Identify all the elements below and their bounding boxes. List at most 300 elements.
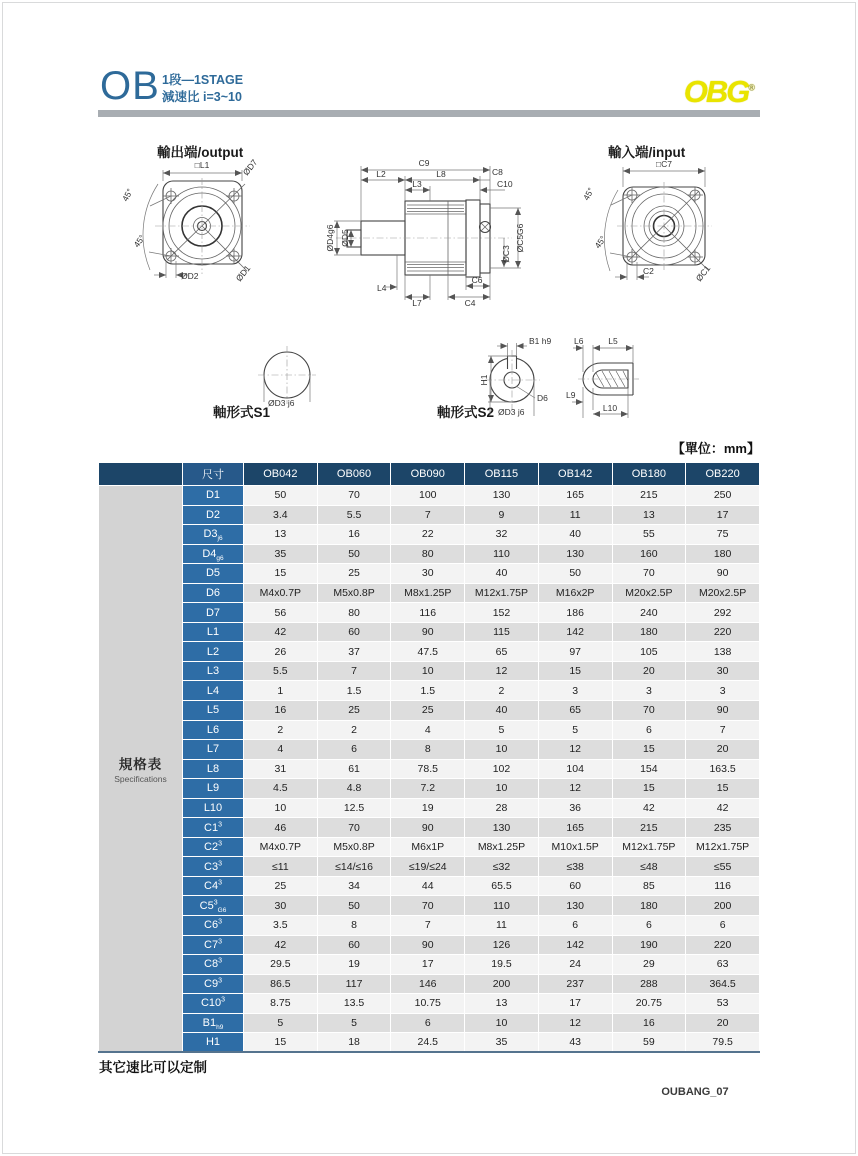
dim-c4: C4 bbox=[464, 298, 476, 308]
table-cell: 15 bbox=[686, 779, 760, 799]
side-label-zh: 規格表 bbox=[118, 757, 163, 773]
table-row bbox=[99, 661, 760, 681]
technical-drawings bbox=[0, 140, 858, 435]
dim-d3-s1: ØD3 j6 bbox=[268, 398, 295, 408]
output-view-title: 輸出端/output bbox=[157, 145, 244, 160]
table-cell: 7 bbox=[391, 505, 465, 525]
table-cell: 97 bbox=[538, 642, 612, 662]
row-label: D6 bbox=[183, 583, 244, 603]
table-cell: M5x0.8P bbox=[317, 583, 391, 603]
table-cell: 90 bbox=[391, 935, 465, 955]
table-cell: 105 bbox=[612, 642, 686, 662]
row-label: $C4^3$ bbox=[183, 876, 244, 896]
table-cell: 42 bbox=[244, 622, 318, 642]
table-cell: 4.5 bbox=[244, 779, 318, 799]
table-cell: 2 bbox=[317, 720, 391, 740]
table-row bbox=[99, 857, 760, 877]
table-cell: 292 bbox=[686, 603, 760, 623]
table-cell: 7.2 bbox=[391, 779, 465, 799]
table-cell: 20 bbox=[686, 1013, 760, 1033]
table-cell: 3 bbox=[612, 681, 686, 701]
table-cell: 90 bbox=[391, 622, 465, 642]
dim-d5: ØD5 bbox=[340, 229, 350, 247]
table-cell: 220 bbox=[686, 622, 760, 642]
section-view-drawing bbox=[325, 158, 525, 308]
table-cell: 5 bbox=[465, 720, 539, 740]
table-cell: 110 bbox=[465, 896, 539, 916]
brand-logo bbox=[684, 74, 755, 110]
table-cell: 15 bbox=[538, 661, 612, 681]
row-label: $C5^3_{G6}$ bbox=[183, 896, 244, 916]
table-cell: 6 bbox=[612, 916, 686, 936]
table-cell: 186 bbox=[538, 603, 612, 623]
table-cell: 17 bbox=[686, 505, 760, 525]
table-cell: 7 bbox=[317, 661, 391, 681]
table-cell: 65 bbox=[538, 701, 612, 721]
row-label: $D4_{g6}$ bbox=[183, 544, 244, 564]
table-row bbox=[99, 564, 760, 584]
row-label: L10 bbox=[183, 798, 244, 818]
table-cell: 8 bbox=[317, 916, 391, 936]
header-rule bbox=[98, 110, 760, 117]
table-cell: 86.5 bbox=[244, 974, 318, 994]
table-cell: 60 bbox=[317, 622, 391, 642]
table-cell: 142 bbox=[538, 935, 612, 955]
table-cell: 15 bbox=[244, 564, 318, 584]
input-flange-drawing bbox=[581, 159, 713, 283]
table-row bbox=[99, 740, 760, 760]
table-cell: ≤48 bbox=[612, 857, 686, 877]
table-cell: 19.5 bbox=[465, 955, 539, 975]
table-cell: 70 bbox=[317, 818, 391, 838]
table-cell: 364.5 bbox=[686, 974, 760, 994]
table-cell: 6 bbox=[391, 1013, 465, 1033]
row-label: $C10^3$ bbox=[183, 994, 244, 1014]
table-row bbox=[99, 779, 760, 799]
table-row bbox=[99, 603, 760, 623]
row-label: H1 bbox=[183, 1033, 244, 1053]
table-cell: 10.75 bbox=[391, 994, 465, 1014]
table-cell: 50 bbox=[317, 544, 391, 564]
table-cell: 42 bbox=[244, 935, 318, 955]
dim-l1: □L1 bbox=[194, 160, 210, 170]
table-cell: 35 bbox=[465, 1033, 539, 1053]
table-cell: 3.5 bbox=[244, 916, 318, 936]
brand-logo-text: OBG bbox=[683, 74, 749, 109]
dim-c10: C10 bbox=[497, 179, 513, 189]
table-row bbox=[99, 896, 760, 916]
row-label: $C3^3$ bbox=[183, 857, 244, 877]
table-cell: 235 bbox=[686, 818, 760, 838]
table-cell: 56 bbox=[244, 603, 318, 623]
table-row bbox=[99, 798, 760, 818]
table-cell: 19 bbox=[391, 798, 465, 818]
table-cell: 1.5 bbox=[391, 681, 465, 701]
table-cell: 180 bbox=[686, 544, 760, 564]
table-cell: ≤14/≤16 bbox=[317, 857, 391, 877]
table-cell: 78.5 bbox=[391, 759, 465, 779]
column-header-model: OB090 bbox=[391, 463, 465, 486]
column-header-model: OB042 bbox=[244, 463, 318, 486]
dim-c8: C8 bbox=[492, 167, 503, 177]
table-cell: 29 bbox=[612, 955, 686, 975]
output-flange-drawing bbox=[120, 157, 260, 283]
table-row bbox=[99, 935, 760, 955]
table-row bbox=[99, 486, 760, 506]
row-label: $C7^3$ bbox=[183, 935, 244, 955]
table-cell: 70 bbox=[317, 486, 391, 506]
table-cell: 138 bbox=[686, 642, 760, 662]
table-cell: 85 bbox=[612, 876, 686, 896]
row-label: $C6^3$ bbox=[183, 916, 244, 936]
table-cell: 60 bbox=[317, 935, 391, 955]
table-cell: 12 bbox=[538, 740, 612, 760]
table-cell: 30 bbox=[686, 661, 760, 681]
table-cell: 70 bbox=[612, 701, 686, 721]
dim-c2: C2 bbox=[643, 266, 654, 276]
dim-c6: C6 bbox=[471, 275, 483, 285]
unit-note: 【單位：mm】 bbox=[671, 441, 760, 456]
row-label: D7 bbox=[183, 603, 244, 623]
side-label-en: Specifications bbox=[114, 774, 167, 785]
dim-l6: L6 bbox=[574, 336, 584, 346]
dim-d3-s2: ØD3 j6 bbox=[498, 407, 525, 417]
table-cell: 11 bbox=[538, 505, 612, 525]
table-cell: 6 bbox=[612, 720, 686, 740]
table-cell: 24 bbox=[538, 955, 612, 975]
table-row bbox=[99, 544, 760, 564]
table-cell: 47.5 bbox=[391, 642, 465, 662]
table-cell: 20 bbox=[686, 740, 760, 760]
table-cell: 163.5 bbox=[686, 759, 760, 779]
table-row bbox=[99, 622, 760, 642]
dim-c7: □C7 bbox=[656, 159, 672, 169]
row-label: D5 bbox=[183, 564, 244, 584]
table-cell: 60 bbox=[538, 876, 612, 896]
dim-d6: D6 bbox=[537, 393, 548, 403]
shaft-s1-drawing bbox=[258, 346, 316, 408]
table-cell: M4x0.7P bbox=[244, 837, 318, 857]
table-cell: 5 bbox=[244, 1013, 318, 1033]
table-cell: ≤32 bbox=[465, 857, 539, 877]
table-cell: 17 bbox=[538, 994, 612, 1014]
dim-c3: ØC3 bbox=[501, 245, 511, 263]
table-cell: 12.5 bbox=[317, 798, 391, 818]
table-cell: 4 bbox=[391, 720, 465, 740]
table-cell: 37 bbox=[317, 642, 391, 662]
table-cell: 59 bbox=[612, 1033, 686, 1053]
row-label: $C2^3$ bbox=[183, 837, 244, 857]
table-row bbox=[99, 525, 760, 545]
table-cell: 146 bbox=[391, 974, 465, 994]
table-cell: 15 bbox=[244, 1033, 318, 1053]
table-cell: 80 bbox=[391, 544, 465, 564]
row-label: L4 bbox=[183, 681, 244, 701]
table-cell: 250 bbox=[686, 486, 760, 506]
table-cell: 44 bbox=[391, 876, 465, 896]
table-cell: ≤38 bbox=[538, 857, 612, 877]
table-row bbox=[99, 759, 760, 779]
table-cell: 16 bbox=[244, 701, 318, 721]
row-label: $B1_{h9}$ bbox=[183, 1013, 244, 1033]
row-label: D2 bbox=[183, 505, 244, 525]
table-cell: 200 bbox=[465, 974, 539, 994]
table-cell: 55 bbox=[612, 525, 686, 545]
table-cell: 13.5 bbox=[317, 994, 391, 1014]
dim-d1: ØD1 bbox=[233, 263, 253, 284]
column-header-model: OB060 bbox=[317, 463, 391, 486]
table-cell: M20x2.5P bbox=[686, 583, 760, 603]
table-cell: 240 bbox=[612, 603, 686, 623]
table-cell: 50 bbox=[244, 486, 318, 506]
table-cell: 5 bbox=[317, 1013, 391, 1033]
table-cell: 116 bbox=[686, 876, 760, 896]
table-cell: 190 bbox=[612, 935, 686, 955]
table-cell: 6 bbox=[317, 740, 391, 760]
table-cell: 130 bbox=[465, 486, 539, 506]
table-cell: 7 bbox=[686, 720, 760, 740]
table-cell: 104 bbox=[538, 759, 612, 779]
dim-l8: L8 bbox=[436, 169, 446, 179]
table-cell: 28 bbox=[465, 798, 539, 818]
table-cell: 29.5 bbox=[244, 955, 318, 975]
table-cell: 65.5 bbox=[465, 876, 539, 896]
table-cell: 9 bbox=[465, 505, 539, 525]
table-cell: 8.75 bbox=[244, 994, 318, 1014]
table-cell: 154 bbox=[612, 759, 686, 779]
table-cell: 13 bbox=[244, 525, 318, 545]
corner-cell bbox=[99, 463, 183, 486]
table-row bbox=[99, 974, 760, 994]
table-cell: M8x1.25P bbox=[465, 837, 539, 857]
dim-l5: L5 bbox=[608, 336, 618, 346]
table-cell: 10 bbox=[465, 779, 539, 799]
table-cell: 19 bbox=[317, 955, 391, 975]
table-cell: 237 bbox=[538, 974, 612, 994]
table-cell: 25 bbox=[244, 876, 318, 896]
table-cell: 79.5 bbox=[686, 1033, 760, 1053]
table-cell: 4.8 bbox=[317, 779, 391, 799]
table-cell: 20 bbox=[612, 661, 686, 681]
dim-l9: L9 bbox=[566, 390, 576, 400]
table-cell: 40 bbox=[465, 564, 539, 584]
table-cell: 12 bbox=[465, 661, 539, 681]
table-cell: M6x1P bbox=[391, 837, 465, 857]
table-cell: 2 bbox=[244, 720, 318, 740]
table-cell: M20x2.5P bbox=[612, 583, 686, 603]
dim-45-a: 45° bbox=[119, 186, 135, 203]
table-row bbox=[99, 955, 760, 975]
dim-h1: H1 bbox=[479, 374, 489, 386]
table-cell: 3 bbox=[538, 681, 612, 701]
shaft-s2-title: 軸形式S2 bbox=[437, 405, 495, 420]
table-cell: 32 bbox=[465, 525, 539, 545]
series-title: OB bbox=[100, 64, 160, 108]
row-label: $C1^3$ bbox=[183, 818, 244, 838]
table-cell: 11 bbox=[465, 916, 539, 936]
table-cell: 25 bbox=[317, 701, 391, 721]
table-cell: 16 bbox=[612, 1013, 686, 1033]
dim-45-b: 45° bbox=[131, 232, 148, 250]
table-cell: 65 bbox=[465, 642, 539, 662]
shaft-s2-drawing bbox=[479, 336, 640, 418]
dim-45-b: 45° bbox=[592, 233, 609, 251]
table-cell: 126 bbox=[465, 935, 539, 955]
dim-l4: L4 bbox=[377, 283, 387, 293]
table-cell: ≤55 bbox=[686, 857, 760, 877]
series-subtitle bbox=[162, 72, 243, 106]
table-cell: 18 bbox=[317, 1033, 391, 1053]
table-cell: 40 bbox=[465, 701, 539, 721]
table-cell: 215 bbox=[612, 486, 686, 506]
table-cell: 34 bbox=[317, 876, 391, 896]
spec-table bbox=[98, 462, 760, 1053]
column-header-size: 尺寸 bbox=[183, 463, 244, 486]
table-cell: M5x0.8P bbox=[317, 837, 391, 857]
table-cell: 42 bbox=[612, 798, 686, 818]
column-header-model: OB142 bbox=[538, 463, 612, 486]
dim-c5: ØC5G6 bbox=[515, 223, 525, 253]
table-row bbox=[99, 1033, 760, 1053]
table-cell: 10 bbox=[465, 740, 539, 760]
table-cell: 10 bbox=[244, 798, 318, 818]
dim-l7: L7 bbox=[412, 298, 422, 308]
table-cell: 6 bbox=[538, 916, 612, 936]
table-cell: ≤19/≤24 bbox=[391, 857, 465, 877]
table-cell: M8x1.25P bbox=[391, 583, 465, 603]
row-label: L8 bbox=[183, 759, 244, 779]
table-cell: 90 bbox=[391, 818, 465, 838]
table-cell: M12x1.75P bbox=[465, 583, 539, 603]
dim-d2: ØD2 bbox=[181, 271, 199, 281]
table-cell: M12x1.75P bbox=[686, 837, 760, 857]
table-row bbox=[99, 642, 760, 662]
dim-d4: ØD4g6 bbox=[325, 224, 335, 252]
table-cell: 180 bbox=[612, 622, 686, 642]
footnote: 其它速比可以定制 bbox=[99, 1060, 207, 1075]
stage-label: 1段—1STAGE bbox=[162, 73, 244, 87]
table-cell: 50 bbox=[317, 896, 391, 916]
side-label-cell bbox=[99, 486, 183, 1053]
table-cell: 50 bbox=[538, 564, 612, 584]
table-row bbox=[99, 818, 760, 838]
table-cell: 13 bbox=[612, 505, 686, 525]
table-cell: 5.5 bbox=[244, 661, 318, 681]
row-label: L3 bbox=[183, 661, 244, 681]
table-cell: 30 bbox=[391, 564, 465, 584]
dim-c9: C9 bbox=[418, 158, 430, 168]
table-cell: 40 bbox=[538, 525, 612, 545]
row-label: D1 bbox=[183, 486, 244, 506]
row-label: L9 bbox=[183, 779, 244, 799]
table-cell: M12x1.75P bbox=[612, 837, 686, 857]
table-cell: 36 bbox=[538, 798, 612, 818]
row-label: L2 bbox=[183, 642, 244, 662]
registered-mark: ® bbox=[748, 82, 755, 93]
table-cell: 35 bbox=[244, 544, 318, 564]
table-cell: 17 bbox=[391, 955, 465, 975]
table-row bbox=[99, 720, 760, 740]
table-cell: 165 bbox=[538, 818, 612, 838]
table-cell: 25 bbox=[391, 701, 465, 721]
dim-45-a: 45° bbox=[580, 185, 596, 202]
table-cell: 24.5 bbox=[391, 1033, 465, 1053]
table-cell: 90 bbox=[686, 701, 760, 721]
row-label: L1 bbox=[183, 622, 244, 642]
table-cell: 61 bbox=[317, 759, 391, 779]
table-row bbox=[99, 916, 760, 936]
table-cell: 43 bbox=[538, 1033, 612, 1053]
table-cell: 130 bbox=[538, 544, 612, 564]
row-label: L6 bbox=[183, 720, 244, 740]
row-label: L5 bbox=[183, 701, 244, 721]
table-cell: 30 bbox=[244, 896, 318, 916]
table-cell: 10 bbox=[391, 661, 465, 681]
column-header-model: OB115 bbox=[465, 463, 539, 486]
table-cell: 5 bbox=[538, 720, 612, 740]
dim-c1: ØC1 bbox=[693, 263, 713, 284]
table-cell: 100 bbox=[391, 486, 465, 506]
table-cell: 110 bbox=[465, 544, 539, 564]
table-cell: 12 bbox=[538, 1013, 612, 1033]
dim-d7: ØD7 bbox=[240, 157, 260, 178]
table-row bbox=[99, 681, 760, 701]
table-row bbox=[99, 583, 760, 603]
table-cell: 90 bbox=[686, 564, 760, 584]
table-cell: 75 bbox=[686, 525, 760, 545]
row-label: $D3_{j6}$ bbox=[183, 525, 244, 545]
row-label: $C9^3$ bbox=[183, 974, 244, 994]
table-cell: 22 bbox=[391, 525, 465, 545]
table-cell: 288 bbox=[612, 974, 686, 994]
table-row bbox=[99, 1013, 760, 1033]
table-cell: 10 bbox=[465, 1013, 539, 1033]
table-cell: 2 bbox=[465, 681, 539, 701]
table-cell: M16x2P bbox=[538, 583, 612, 603]
table-cell: 116 bbox=[391, 603, 465, 623]
column-header-model: OB180 bbox=[612, 463, 686, 486]
column-header-model: OB220 bbox=[686, 463, 760, 486]
table-cell: 165 bbox=[538, 486, 612, 506]
table-cell: 70 bbox=[612, 564, 686, 584]
ratio-label: 減速比 i=3~10 bbox=[162, 89, 242, 104]
table-cell: 20.75 bbox=[612, 994, 686, 1014]
table-cell: 102 bbox=[465, 759, 539, 779]
shaft-s1-title: 軸形式S1 bbox=[213, 405, 271, 420]
table-cell: 31 bbox=[244, 759, 318, 779]
dim-l2: L2 bbox=[376, 169, 386, 179]
table-cell: 180 bbox=[612, 896, 686, 916]
table-cell: ≤11 bbox=[244, 857, 318, 877]
table-cell: 220 bbox=[686, 935, 760, 955]
table-cell: 130 bbox=[465, 818, 539, 838]
table-cell: 8 bbox=[391, 740, 465, 760]
table-row bbox=[99, 837, 760, 857]
table-cell: 6 bbox=[686, 916, 760, 936]
spec-header-row bbox=[99, 463, 760, 486]
table-cell: 53 bbox=[686, 994, 760, 1014]
table-cell: 117 bbox=[317, 974, 391, 994]
table-cell: 15 bbox=[612, 740, 686, 760]
table-cell: 130 bbox=[538, 896, 612, 916]
page-code: OUBANG_07 bbox=[661, 1086, 729, 1098]
table-cell: 160 bbox=[612, 544, 686, 564]
table-cell: 1 bbox=[244, 681, 318, 701]
table-cell: 13 bbox=[465, 994, 539, 1014]
table-cell: 3 bbox=[686, 681, 760, 701]
table-cell: 15 bbox=[612, 779, 686, 799]
row-label: $C8^3$ bbox=[183, 955, 244, 975]
